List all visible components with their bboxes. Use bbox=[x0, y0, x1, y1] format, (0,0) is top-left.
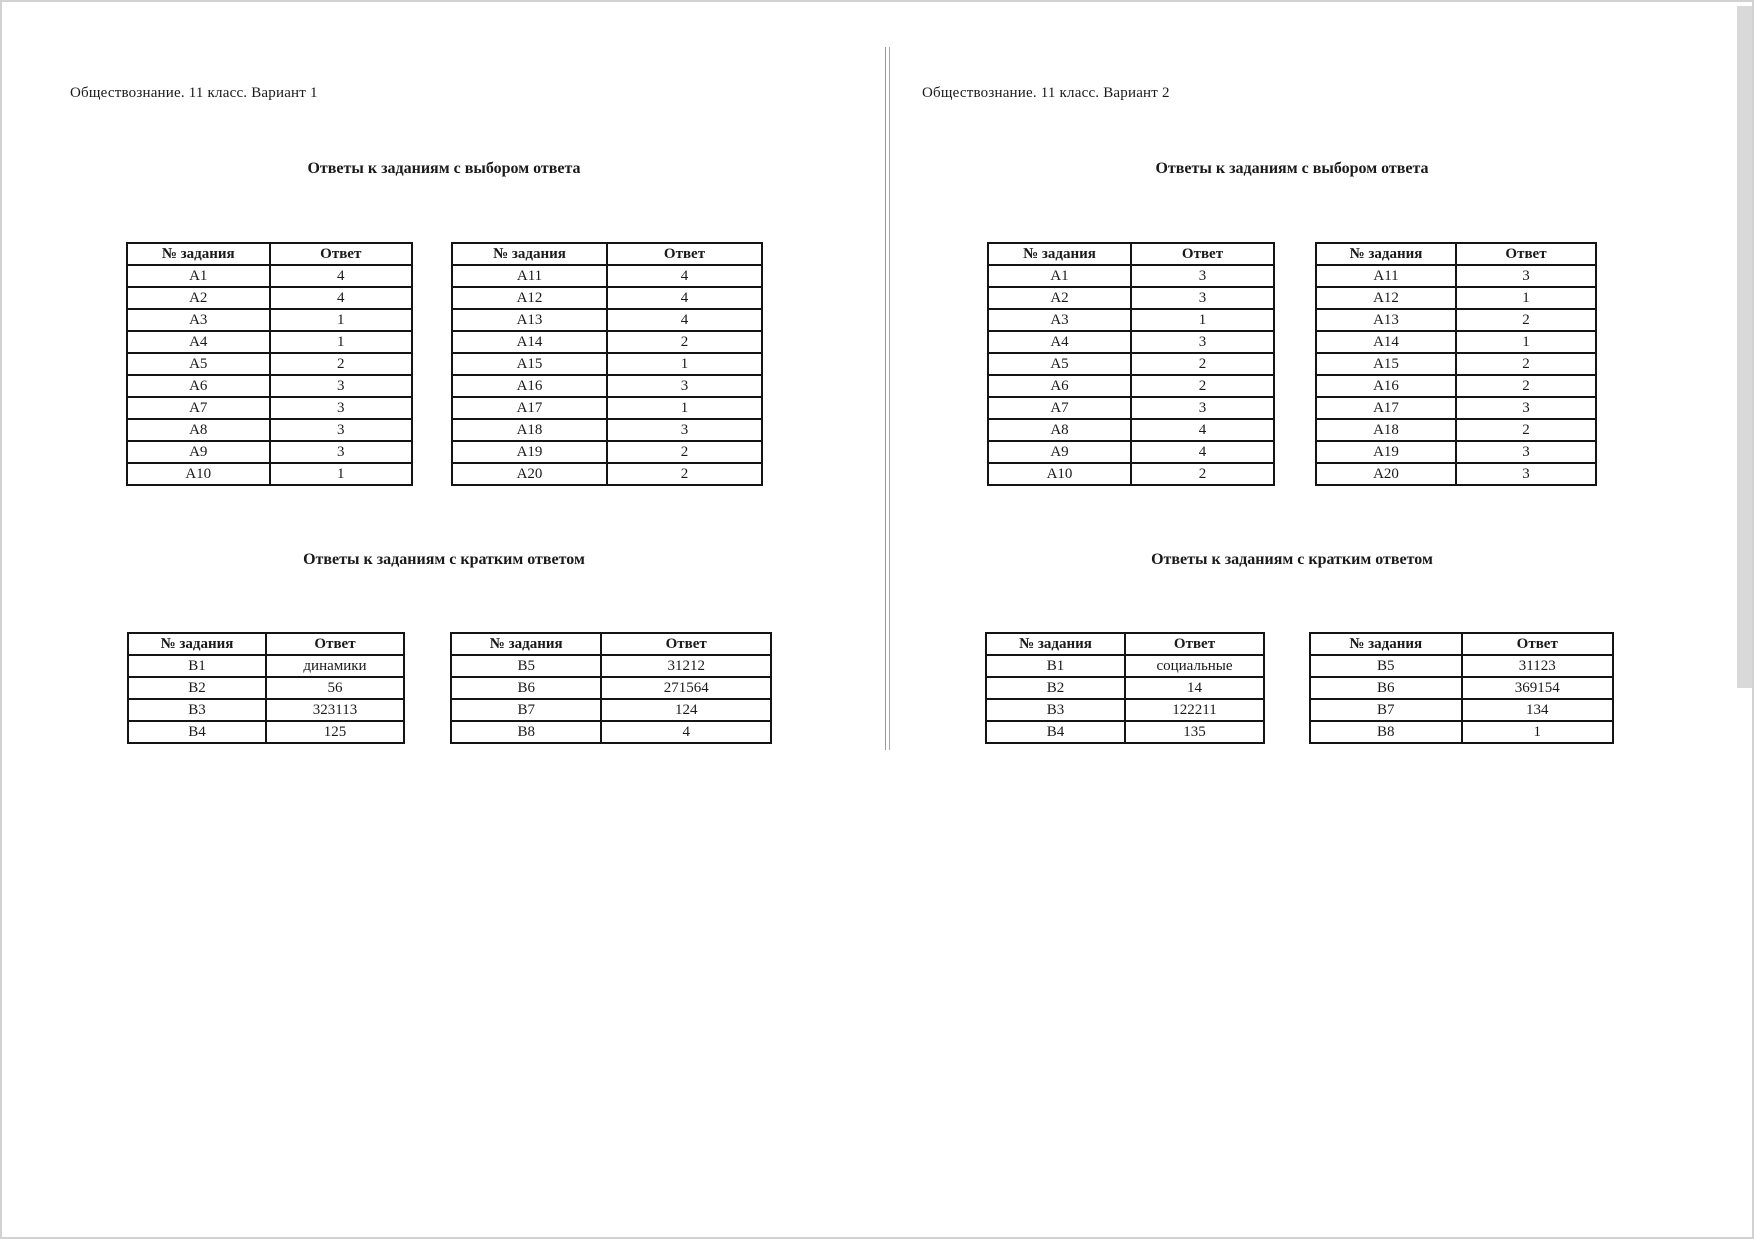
answer-cell: 4 bbox=[270, 287, 413, 309]
task-number-cell: А7 bbox=[127, 397, 270, 419]
answer-cell: 3 bbox=[270, 375, 413, 397]
table-row bbox=[452, 375, 762, 397]
table-header-row bbox=[452, 243, 762, 265]
answer-cell: 4 bbox=[607, 309, 762, 331]
table-row bbox=[986, 655, 1264, 677]
answer-cell: 3 bbox=[270, 441, 413, 463]
task-number-cell: А12 bbox=[1316, 287, 1456, 309]
answer-cell: 2 bbox=[1456, 353, 1596, 375]
table-row bbox=[127, 331, 412, 353]
column-header-answer: Ответ bbox=[601, 633, 771, 655]
table-row bbox=[451, 721, 771, 743]
answer-cell: 2 bbox=[607, 441, 762, 463]
answer-cell: 369154 bbox=[1462, 677, 1614, 699]
task-number-cell: А17 bbox=[452, 397, 607, 419]
answers-table-b5-b8 bbox=[1309, 632, 1614, 744]
task-number-cell: В7 bbox=[451, 699, 601, 721]
table-row bbox=[128, 699, 404, 721]
answer-cell: 125 bbox=[266, 721, 404, 743]
answer-cell: 3 bbox=[1456, 463, 1596, 485]
task-number-cell: А3 bbox=[127, 309, 270, 331]
answer-cell: 3 bbox=[1131, 397, 1274, 419]
answers-table-a1-a10 bbox=[126, 242, 413, 486]
task-number-cell: А2 bbox=[988, 287, 1131, 309]
answer-cell: 323113 bbox=[266, 699, 404, 721]
answer-cell: 1 bbox=[270, 463, 413, 485]
answer-cell: 1 bbox=[270, 331, 413, 353]
table-row bbox=[452, 287, 762, 309]
table-row bbox=[127, 265, 412, 287]
section-title-choice-answers: Ответы к заданиям с выбором ответа bbox=[1155, 160, 1429, 177]
answer-cell: 2 bbox=[1456, 375, 1596, 397]
answer-cell: 1 bbox=[607, 353, 762, 375]
table-row bbox=[1310, 699, 1613, 721]
column-header-answer: Ответ bbox=[607, 243, 762, 265]
task-number-cell: А6 bbox=[988, 375, 1131, 397]
answer-cell: 4 bbox=[270, 265, 413, 287]
table-row bbox=[988, 397, 1274, 419]
answer-cell: 122211 bbox=[1125, 699, 1264, 721]
table-row bbox=[452, 265, 762, 287]
task-number-cell: В4 bbox=[128, 721, 266, 743]
column-header-task: № задания bbox=[1316, 243, 1456, 265]
task-number-cell: В1 bbox=[128, 655, 266, 677]
table-row bbox=[452, 309, 762, 331]
table-header-row bbox=[1316, 243, 1596, 265]
task-number-cell: А4 bbox=[127, 331, 270, 353]
task-number-cell: В8 bbox=[451, 721, 601, 743]
task-number-cell: В1 bbox=[986, 655, 1125, 677]
answer-cell: 2 bbox=[1456, 419, 1596, 441]
table-header-row bbox=[1310, 633, 1613, 655]
table-header-row bbox=[128, 633, 404, 655]
table-row bbox=[988, 287, 1274, 309]
table-row bbox=[452, 331, 762, 353]
answer-cell: 4 bbox=[1131, 441, 1274, 463]
answer-cell: 1 bbox=[1456, 287, 1596, 309]
answer-cell: 2 bbox=[1131, 375, 1274, 397]
table-row bbox=[127, 309, 412, 331]
page-header: Обществознание. 11 класс. Вариант 1 bbox=[70, 85, 318, 101]
answer-cell: 1 bbox=[1131, 309, 1274, 331]
table-row bbox=[451, 655, 771, 677]
answer-cell: 2 bbox=[270, 353, 413, 375]
task-number-cell: А5 bbox=[127, 353, 270, 375]
task-number-cell: А5 bbox=[988, 353, 1131, 375]
answer-cell: 4 bbox=[1131, 419, 1274, 441]
table-row bbox=[128, 677, 404, 699]
table-row bbox=[128, 655, 404, 677]
task-number-cell: А9 bbox=[988, 441, 1131, 463]
column-header-task: № задания bbox=[127, 243, 270, 265]
task-number-cell: А18 bbox=[452, 419, 607, 441]
table-row bbox=[986, 677, 1264, 699]
table-row bbox=[1310, 655, 1613, 677]
table-row bbox=[988, 419, 1274, 441]
task-number-cell: А12 bbox=[452, 287, 607, 309]
task-number-cell: В8 bbox=[1310, 721, 1462, 743]
task-number-cell: А8 bbox=[127, 419, 270, 441]
answer-cell: 2 bbox=[1456, 309, 1596, 331]
task-number-cell: А1 bbox=[127, 265, 270, 287]
task-number-cell: А14 bbox=[1316, 331, 1456, 353]
column-header-answer: Ответ bbox=[1125, 633, 1264, 655]
task-number-cell: А3 bbox=[988, 309, 1131, 331]
task-number-cell: А2 bbox=[127, 287, 270, 309]
table-row bbox=[1316, 397, 1596, 419]
task-number-cell: В2 bbox=[128, 677, 266, 699]
table-row bbox=[988, 463, 1274, 485]
section-title-short-answers: Ответы к заданиям с кратким ответом bbox=[1151, 551, 1433, 568]
scan-edge-strip bbox=[1737, 6, 1752, 688]
answer-cell: 3 bbox=[1131, 287, 1274, 309]
table-row bbox=[1316, 265, 1596, 287]
task-number-cell: А7 bbox=[988, 397, 1131, 419]
task-number-cell: А15 bbox=[452, 353, 607, 375]
table-row bbox=[1316, 287, 1596, 309]
task-number-cell: В7 bbox=[1310, 699, 1462, 721]
answer-cell: 31212 bbox=[601, 655, 771, 677]
answer-cell: 3 bbox=[1456, 441, 1596, 463]
answer-cell: 2 bbox=[1131, 463, 1274, 485]
answer-cell: 1 bbox=[607, 397, 762, 419]
answer-cell: динамики bbox=[266, 655, 404, 677]
task-number-cell: А1 bbox=[988, 265, 1131, 287]
task-number-cell: А17 bbox=[1316, 397, 1456, 419]
answer-cell: 14 bbox=[1125, 677, 1264, 699]
table-row bbox=[1316, 375, 1596, 397]
table-row bbox=[127, 375, 412, 397]
table-row bbox=[1316, 441, 1596, 463]
table-row bbox=[452, 397, 762, 419]
answer-cell: 2 bbox=[607, 331, 762, 353]
section-title-choice-answers: Ответы к заданиям с выбором ответа bbox=[307, 160, 581, 177]
column-header-answer: Ответ bbox=[266, 633, 404, 655]
table-row bbox=[988, 353, 1274, 375]
task-number-cell: В3 bbox=[128, 699, 266, 721]
task-number-cell: А10 bbox=[988, 463, 1131, 485]
task-number-cell: А11 bbox=[452, 265, 607, 287]
task-number-cell: А8 bbox=[988, 419, 1131, 441]
answer-cell: 4 bbox=[601, 721, 771, 743]
answer-cell: 4 bbox=[607, 265, 762, 287]
task-number-cell: А15 bbox=[1316, 353, 1456, 375]
column-header-answer: Ответ bbox=[1456, 243, 1596, 265]
answer-cell: 124 bbox=[601, 699, 771, 721]
table-row bbox=[128, 721, 404, 743]
table-row bbox=[452, 419, 762, 441]
task-number-cell: А9 bbox=[127, 441, 270, 463]
answers-table-b1-b4 bbox=[127, 632, 405, 744]
column-header-task: № задания bbox=[1310, 633, 1462, 655]
answers-table-a11-a20 bbox=[451, 242, 763, 486]
table-row bbox=[988, 265, 1274, 287]
answer-cell: социальные bbox=[1125, 655, 1264, 677]
task-number-cell: А13 bbox=[452, 309, 607, 331]
task-number-cell: А20 bbox=[1316, 463, 1456, 485]
task-number-cell: А16 bbox=[1316, 375, 1456, 397]
table-row bbox=[988, 331, 1274, 353]
answer-cell: 3 bbox=[1456, 265, 1596, 287]
table-row bbox=[1316, 353, 1596, 375]
column-header-task: № задания bbox=[128, 633, 266, 655]
answer-cell: 31123 bbox=[1462, 655, 1614, 677]
task-number-cell: В6 bbox=[1310, 677, 1462, 699]
column-header-task: № задания bbox=[986, 633, 1125, 655]
table-row bbox=[988, 375, 1274, 397]
column-header-answer: Ответ bbox=[270, 243, 413, 265]
table-row bbox=[451, 699, 771, 721]
answer-cell: 3 bbox=[270, 397, 413, 419]
task-number-cell: В6 bbox=[451, 677, 601, 699]
column-header-task: № задания bbox=[451, 633, 601, 655]
task-number-cell: А19 bbox=[452, 441, 607, 463]
section-title-short-answers: Ответы к заданиям с кратким ответом bbox=[303, 551, 585, 568]
table-row bbox=[1316, 309, 1596, 331]
answer-cell: 3 bbox=[1131, 331, 1274, 353]
page-header: Обществознание. 11 класс. Вариант 2 bbox=[922, 85, 1170, 101]
answer-cell: 1 bbox=[1456, 331, 1596, 353]
task-number-cell: А13 bbox=[1316, 309, 1456, 331]
table-row bbox=[988, 441, 1274, 463]
task-number-cell: А19 bbox=[1316, 441, 1456, 463]
task-number-cell: А14 bbox=[452, 331, 607, 353]
task-number-cell: В2 bbox=[986, 677, 1125, 699]
answer-cell: 3 bbox=[1131, 265, 1274, 287]
table-row bbox=[1316, 419, 1596, 441]
table-row bbox=[127, 441, 412, 463]
task-number-cell: А10 bbox=[127, 463, 270, 485]
answer-cell: 1 bbox=[1462, 721, 1614, 743]
task-number-cell: А6 bbox=[127, 375, 270, 397]
table-header-row bbox=[986, 633, 1264, 655]
column-header-task: № задания bbox=[452, 243, 607, 265]
table-row bbox=[986, 699, 1264, 721]
table-row bbox=[452, 441, 762, 463]
answer-cell: 3 bbox=[607, 419, 762, 441]
task-number-cell: А16 bbox=[452, 375, 607, 397]
task-number-cell: В5 bbox=[1310, 655, 1462, 677]
answer-cell: 3 bbox=[270, 419, 413, 441]
answer-cell: 135 bbox=[1125, 721, 1264, 743]
table-row bbox=[451, 677, 771, 699]
table-row bbox=[1316, 331, 1596, 353]
answer-cell: 2 bbox=[607, 463, 762, 485]
table-row bbox=[986, 721, 1264, 743]
answers-table-b5-b8 bbox=[450, 632, 772, 744]
task-number-cell: А18 bbox=[1316, 419, 1456, 441]
table-row bbox=[127, 419, 412, 441]
task-number-cell: В4 bbox=[986, 721, 1125, 743]
answer-cell: 4 bbox=[607, 287, 762, 309]
answers-table-b1-b4 bbox=[985, 632, 1265, 744]
table-row bbox=[1310, 677, 1613, 699]
table-row bbox=[452, 353, 762, 375]
column-header-answer: Ответ bbox=[1131, 243, 1274, 265]
answer-cell: 271564 bbox=[601, 677, 771, 699]
answer-cell: 134 bbox=[1462, 699, 1614, 721]
table-header-row bbox=[988, 243, 1274, 265]
table-row bbox=[1310, 721, 1613, 743]
table-row bbox=[127, 463, 412, 485]
task-number-cell: В3 bbox=[986, 699, 1125, 721]
table-header-row bbox=[451, 633, 771, 655]
column-header-task: № задания bbox=[988, 243, 1131, 265]
task-number-cell: А11 bbox=[1316, 265, 1456, 287]
answer-cell: 3 bbox=[607, 375, 762, 397]
answers-table-a1-a10 bbox=[987, 242, 1275, 486]
task-number-cell: В5 bbox=[451, 655, 601, 677]
answer-cell: 2 bbox=[1131, 353, 1274, 375]
answer-cell: 1 bbox=[270, 309, 413, 331]
task-number-cell: А20 bbox=[452, 463, 607, 485]
table-row bbox=[452, 463, 762, 485]
table-row bbox=[127, 287, 412, 309]
page-divider bbox=[885, 47, 890, 750]
column-header-answer: Ответ bbox=[1462, 633, 1614, 655]
table-row bbox=[127, 353, 412, 375]
answer-cell: 56 bbox=[266, 677, 404, 699]
task-number-cell: А4 bbox=[988, 331, 1131, 353]
table-row bbox=[1316, 463, 1596, 485]
table-header-row bbox=[127, 243, 412, 265]
table-row bbox=[127, 397, 412, 419]
answer-cell: 3 bbox=[1456, 397, 1596, 419]
answers-table-a11-a20 bbox=[1315, 242, 1597, 486]
table-row bbox=[988, 309, 1274, 331]
